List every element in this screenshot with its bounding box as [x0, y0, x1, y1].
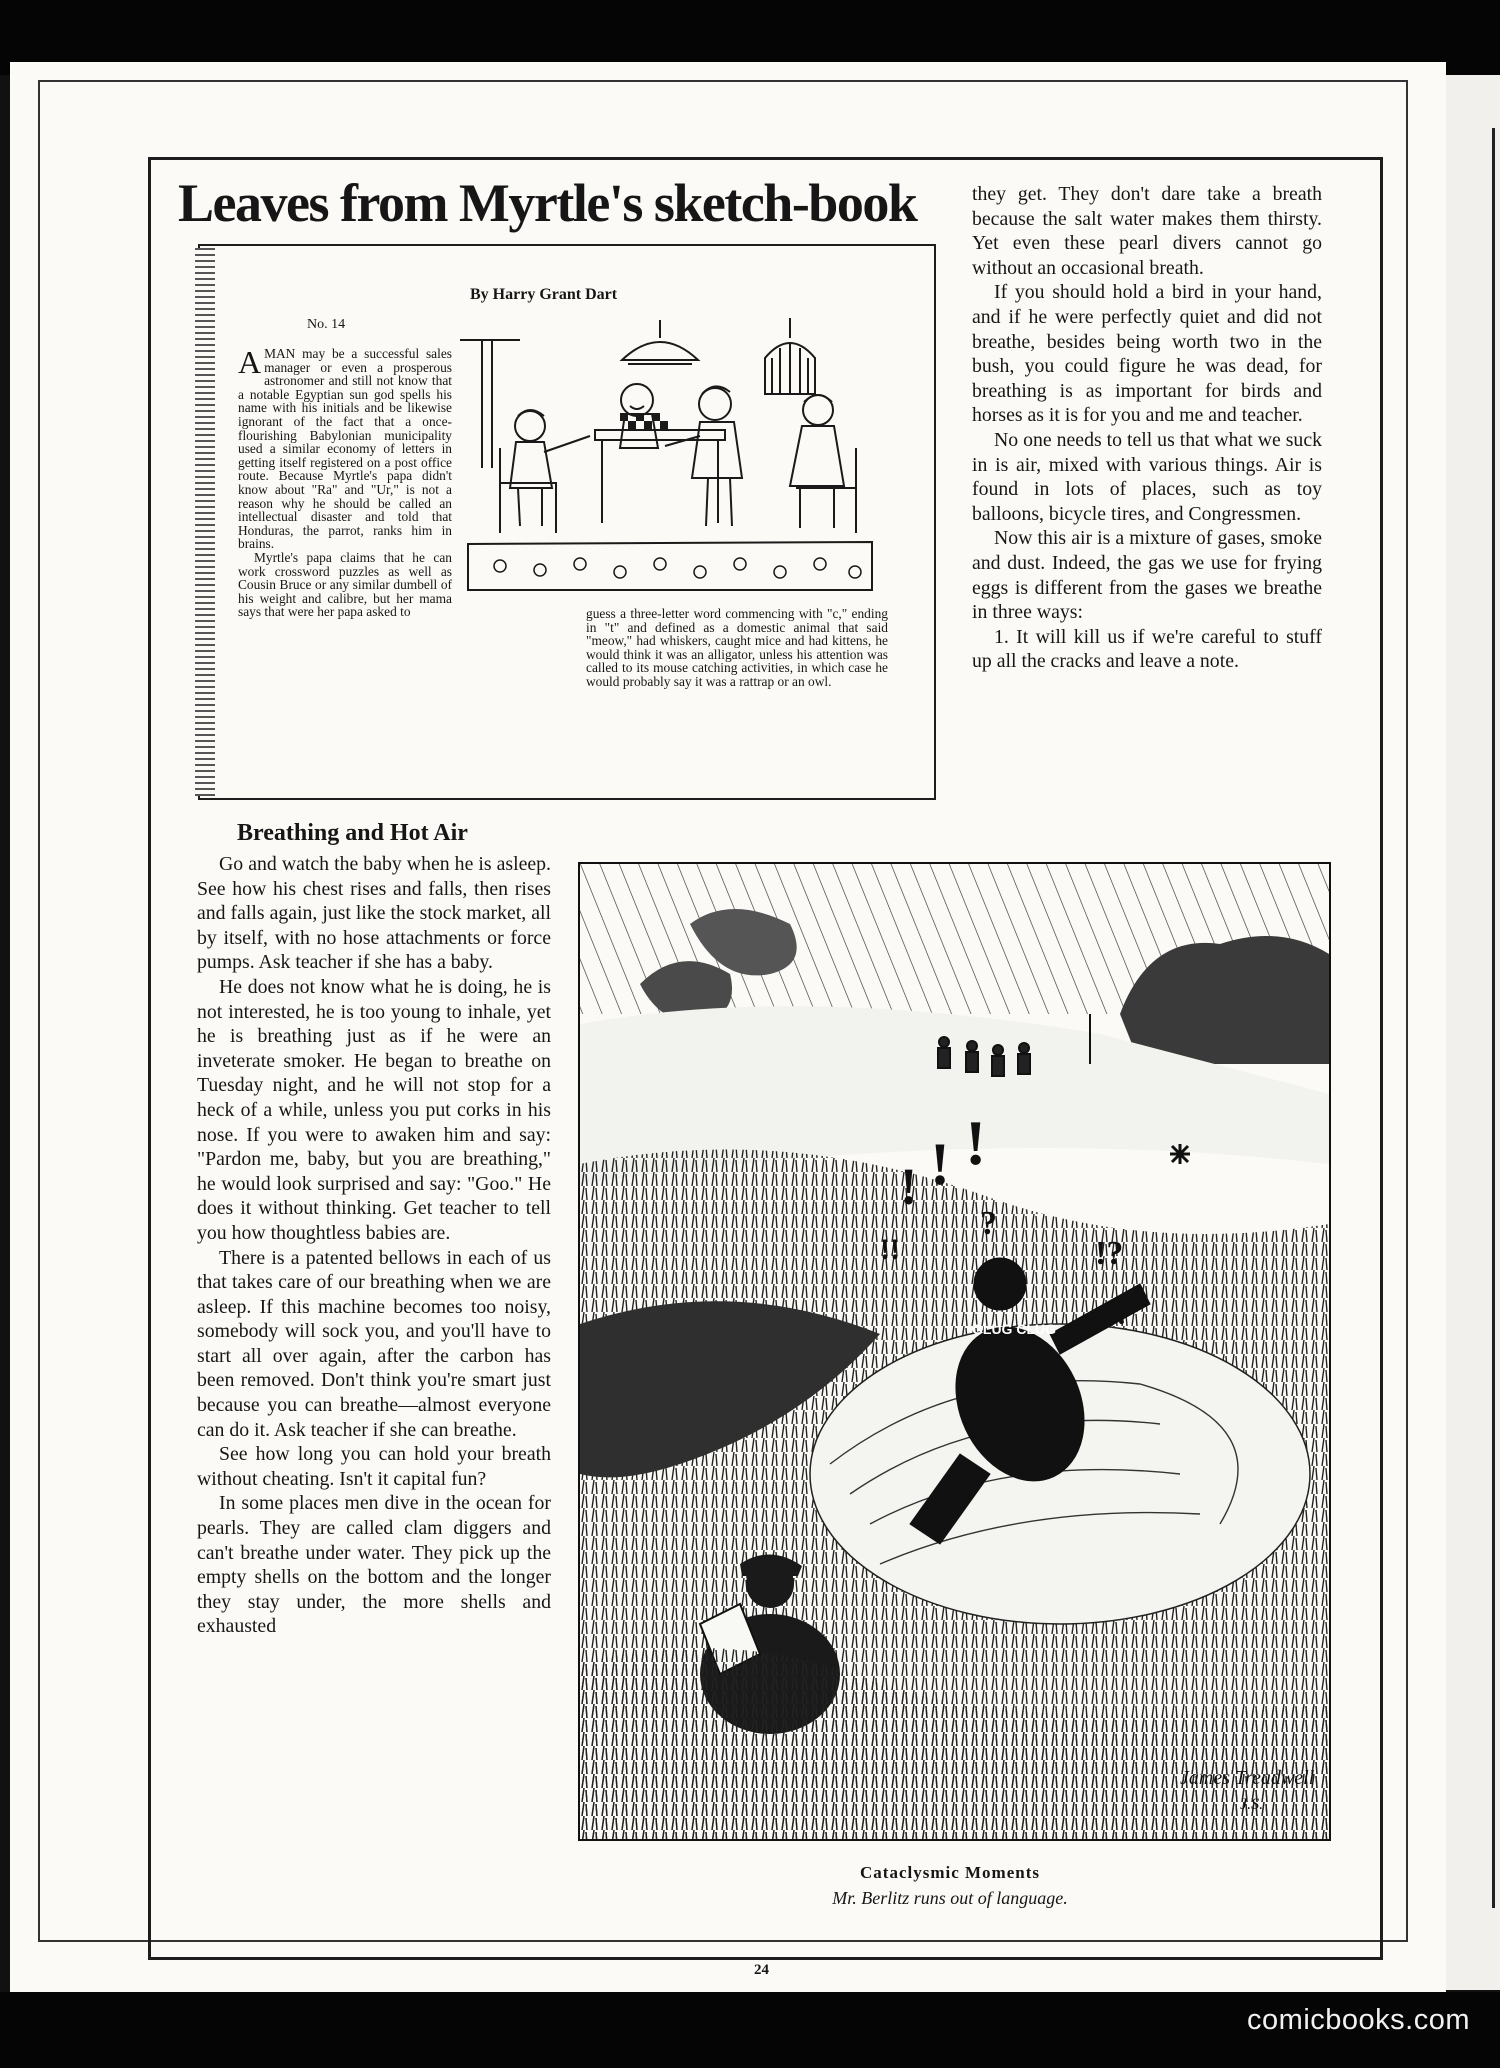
right-paragraph: Now this air is a mixture of gases, smoke and dust. Indeed, the gas we use for frying eggs is different from the gases we breathe in three ways: [972, 527, 1322, 624]
svg-text:!: ! [900, 1159, 918, 1216]
section-heading: Breathing and Hot Air [237, 820, 468, 846]
golf-cartoon [578, 862, 1331, 1841]
caption-title: Cataclysmic Moments [860, 1863, 1040, 1882]
golf-cartoon-drawing [580, 864, 1329, 1839]
page-title: Leaves from Myrtle's sketch-book [178, 173, 917, 233]
svg-text:!: ! [965, 1107, 987, 1178]
drop-cap: A [238, 344, 262, 380]
left-paragraph: See how long you can hold your breath without cheating. Isn't it capital fun? [197, 1443, 551, 1490]
left-paragraph: There is a patented bellows in each of us that takes care of our breathing when we are asleep. If this machine becomes too noisy, somebody will sock you, and you'll have to start all over again, after the carbon has been removed. Don't think you're smart just because you can breathe—almost everyone can do it. Ask teacher if she can breathe. [197, 1246, 551, 1441]
page-number: 24 [754, 1962, 769, 1978]
right-paragraph: No one needs to tell us that what we suck in is air, mixed with various things. Air is found in lots of places, such as toy balloons, bicycle tires, and Congressmen. [972, 428, 1322, 525]
byline: By Harry Grant Dart [470, 286, 618, 303]
right-column [972, 182, 1322, 828]
sketch-text-col-a [238, 344, 452, 620]
svg-text:?: ? [980, 1205, 997, 1242]
right-paragraph: they get. They don't dare take a breath because the salt water makes them thirsty. Yet even these pearl divers cannot go without an occasional breath. [972, 183, 1322, 279]
facing-page-rule [1492, 128, 1495, 1908]
right-paragraph: If you should hold a bird in your hand, and if he were perfectly quiet and did not breathe, besides being worth two in the bush, you could figure he was dead, for breathing is as important for birds and horses as it is for you and me and teacher. [972, 281, 1322, 427]
sketch-book-binding [195, 248, 215, 796]
svg-text:!!: !! [880, 1233, 900, 1266]
sketch-paragraph-2: Myrtle's papa claims that he can work crossword puzzles as well as Cousin Bruce or any similar dumbell of his weight and calibre, but her mama says that were her papa asked to [238, 549, 452, 620]
glug-clug-label: GLUG CLUG [972, 1321, 1056, 1337]
left-column [197, 852, 551, 1912]
right-paragraph: 1. It will kill us if we're careful to stuff up all the cracks and leave a note. [972, 625, 1322, 673]
issue-number: No. 14 [307, 317, 346, 332]
caption-subtitle: Mr. Berlitz runs out of language. [832, 1888, 1068, 1908]
left-paragraph: Go and watch the baby when he is asleep. See how his chest rises and falls, then rises and falls again, just like the stock market, all by itself, with no hose attachments or force pumps. Ask teacher if she has a baby. [197, 853, 551, 974]
svg-text:??: ?? [1100, 1298, 1130, 1331]
sketch-paragraph-3: guess a three-letter word commencing with "c," ending in "t" and defined as a domestic animal that said "meow," had whiskers, caught mice and had kittens, he would think it was an alligator, unless his attention was called to its mouse catching activities, in which case he would probably say it was a rattrap or an owl. [586, 606, 888, 689]
site-watermark: comicbooks.com [1247, 2004, 1470, 2036]
sketch-text-col-b [586, 607, 888, 737]
left-paragraph: In some places men dive in the ocean for pearls. They are called clam diggers and can't breathe under water. They pick up the empty shells on the bottom and the longer they stay under, the more shells and exhausted [197, 1492, 551, 1638]
sketch-paragraph-1: MAN may be a successful sales manager or even a prosperous astronomer and still not know that a notable Egyptian sun god spells his name with his initials and be likewise ignorant of the fact that a once-flourishing Babylonian municipality used a similar economy of letters in getting itself registered on a post office route. Because Myrtle's papa didn't know about "Ra" and "Ur," is not a reason why he should be called an intellectual disaster and told that Honduras, the parrot, ranks him in brains. [238, 346, 452, 552]
svg-text:!?: !? [1095, 1235, 1124, 1272]
artist-initials: J.S. [1240, 1796, 1264, 1813]
artist-signature: James Treadwell [1180, 1767, 1315, 1789]
left-paragraph: He does not know what he is doing, he is not interested, he is too young to inhale, yet he is breathing just as if he were an inveterate smoker. He began to breathe on Tuesday night, and he will not stop for a heck of a while, unless you put corks in his nose. If you were to awaken him and say: "Pardon me, baby, but you are breathing," he would look surprised and say: "Goo." He does it without thinking. Get teacher to tell you how thoughtless babies are. [197, 975, 551, 1244]
family-cartoon [460, 318, 880, 598]
svg-text:!: ! [930, 1131, 950, 1197]
